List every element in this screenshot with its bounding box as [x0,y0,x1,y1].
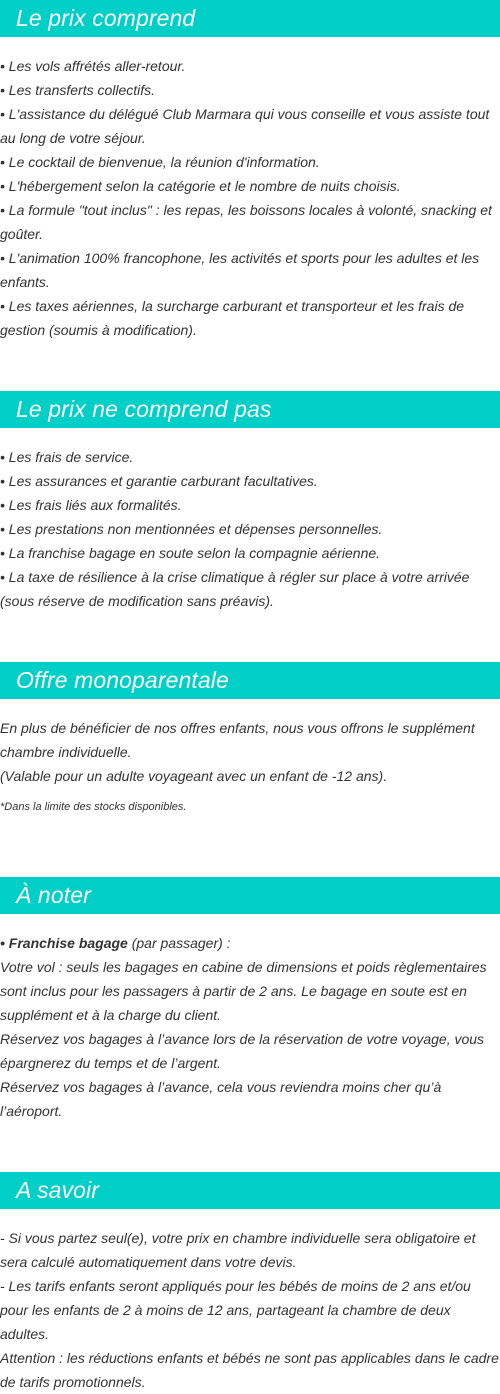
paragraph: - Si vous partez seul(e), votre prix en chambre individuelle sera obligatoire et sera calculé automatiquement dans votre devis. [0,1230,476,1270]
list-item: • Les vols affrétés aller-retour. [0,58,186,74]
list-item: • Les taxes aériennes, la surcharge carburant et transporteur et les frais de gestion (soumis à modification). [0,298,465,338]
baggage-sub: (par passager) : [127,935,231,951]
section-know [0,1172,500,1394]
know-text [0,1226,500,1394]
section-included [0,0,500,342]
section-single-parent [0,662,500,815]
paragraph: Réservez vos bagages à l’avance, cela vous reviendra moins cher qu’à l’aéroport. [0,1079,442,1119]
included-list [0,54,500,342]
list-item: • Les prestations non mentionnées et dépenses personnelles. [0,521,383,537]
list-item: • Le cocktail de bienvenue, la réunion d'information. [0,154,320,170]
section-title: Offre monoparentale [0,662,500,699]
footnote: *Dans la limite des stocks disponibles. [0,801,187,813]
list-item: • L'assistance du délégué Club Marmara qui vous conseille et vous assiste tout au long de votre séjour. [0,106,490,146]
list-item: • Les transferts collectifs. [0,82,156,98]
list-item: • L'animation 100% francophone, les activités et sports pour les adultes et les enfants. [0,250,480,290]
section-note [0,877,500,1123]
list-item: • Les frais de service. [0,449,134,465]
list-item: • Les frais liés aux formalités. [0,497,182,513]
note-lead [0,931,500,955]
paragraph: Attention : les réductions enfants et bébés ne sont pas applicables dans le cadre de tarifs promotionnels. [0,1350,499,1390]
excluded-list [0,445,500,613]
list-item: • Les assurances et garantie carburant facultatives. [0,473,318,489]
paragraph: Réservez vos bagages à l’avance lors de la réservation de votre voyage, vous épargnerez du temps et de l’argent. [0,1031,485,1071]
section-title: Le prix comprend [0,0,500,37]
paragraph: En plus de bénéficier de nos offres enfants, nous vous offrons le supplément chambre individuelle. [0,720,475,760]
section-title: A savoir [0,1172,500,1209]
baggage-label: • Franchise bagage [0,935,128,951]
section-title: Le prix ne comprend pas [0,391,500,428]
section-excluded [0,391,500,613]
note-text [0,931,500,1123]
list-item: • L'hébergement selon la catégorie et le nombre de nuits choisis. [0,178,401,194]
list-item: • La franchise bagage en soute selon la compagnie aérienne. [0,545,381,561]
paragraph: Votre vol : seuls les bagages en cabine de dimensions et poids règlementaires sont inclus pour les passagers à partir de 2 ans. Le bagage en soute est en supplément et à la charge du client. [0,959,487,1023]
section-title: À noter [0,877,500,914]
paragraph: (Valable pour un adulte voyageant avec un enfant de -12 ans). [0,768,388,784]
single-parent-text [0,716,500,815]
list-item: • La taxe de résilience à la crise climatique à régler sur place à votre arrivée (sous réserve de modification sans préavis). [0,569,470,609]
paragraph: - Les tarifs enfants seront appliqués pour les bébés de moins de 2 ans et/ou pour les enfants de 2 à moins de 12 ans, partageant la chambre de deux adultes. [0,1278,471,1342]
list-item: • La formule "tout inclus" : les repas, les boissons locales à volonté, snacking et goûter. [0,202,492,242]
